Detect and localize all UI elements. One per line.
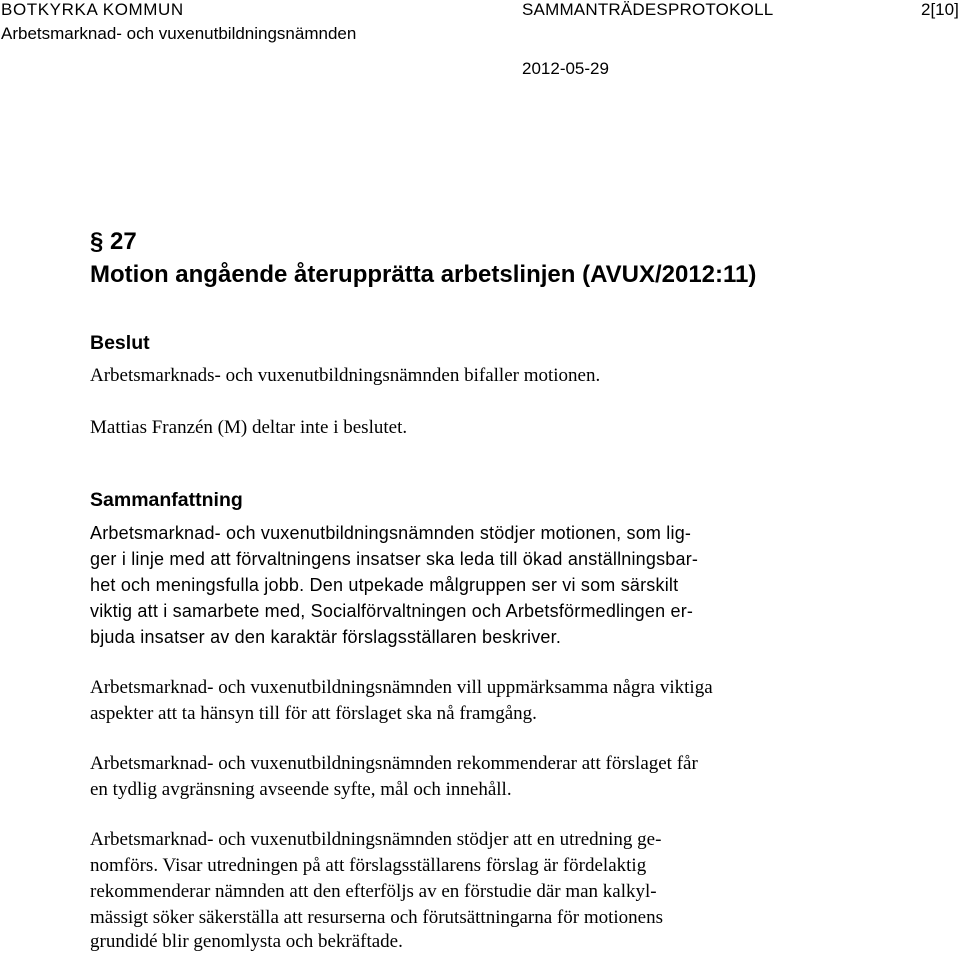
summary-text-line: Arbetsmarknad- och vuxenutbildningsnämnden vill uppmärksamma några viktiga xyxy=(90,677,713,698)
item-title: Motion angående återupprätta arbetslinjen (AVUX/2012:11) xyxy=(90,261,757,288)
decision-line: Arbetsmarknads- och vuxenutbildningsnämnden bifaller motionen. xyxy=(90,365,601,386)
decision-heading: Beslut xyxy=(90,332,150,354)
paragraph-number: § 27 xyxy=(90,228,137,255)
summary-text-line: Arbetsmarknad- och vuxenutbildningsnämnden stödjer motionen, som lig- xyxy=(90,523,692,543)
summary-text-line: Arbetsmarknad- och vuxenutbildningsnämnden rekommenderar att förslaget får xyxy=(90,753,698,774)
summary-text-line: grundidé blir genomlysta och bekräftade. xyxy=(90,931,403,952)
organization-name: BOTKYRKA KOMMUN xyxy=(1,0,184,19)
summary-text-line: viktig att i samarbete med, Socialförvaltningen och Arbetsförmedlingen er- xyxy=(90,601,694,621)
summary-text-line: en tydlig avgränsning avseende syfte, mål och innehåll. xyxy=(90,779,512,800)
document-type: SAMMANTRÄDESPROTOKOLL xyxy=(522,0,774,19)
summary-text-line: Arbetsmarknad- och vuxenutbildningsnämnden stödjer att en utredning ge- xyxy=(90,829,662,850)
summary-heading: Sammanfattning xyxy=(90,489,243,511)
summary-text-line: bjuda insatser av den karaktär förslagsställaren beskriver. xyxy=(90,627,562,647)
summary-text-line: het och meningsfulla jobb. Den utpekade målgruppen ser vi som särskilt xyxy=(90,575,679,595)
page-number: 2[10] xyxy=(921,0,959,19)
summary-text-line: ger i linje med att förvaltningens insatser ska leda till ökad anställningsbar- xyxy=(90,549,699,569)
decision-line: Mattias Franzén (M) deltar inte i beslutet. xyxy=(90,417,408,438)
summary-text-line: aspekter att ta hänsyn till för att förslaget ska nå framgång. xyxy=(90,703,537,724)
department-name: Arbetsmarknad- och vuxenutbildningsnämnden xyxy=(1,24,357,43)
summary-text-line: nomförs. Visar utredningen på att förslagsställarens förslag är fördelaktig xyxy=(90,855,647,876)
summary-text-line: mässigt söker säkerställa att resurserna och förutsättningarna för motionens xyxy=(90,907,663,928)
meeting-date: 2012-05-29 xyxy=(522,59,609,78)
summary-text-line: rekommenderar nämnden att den efterföljs av en förstudie där man kalkyl- xyxy=(90,881,657,902)
